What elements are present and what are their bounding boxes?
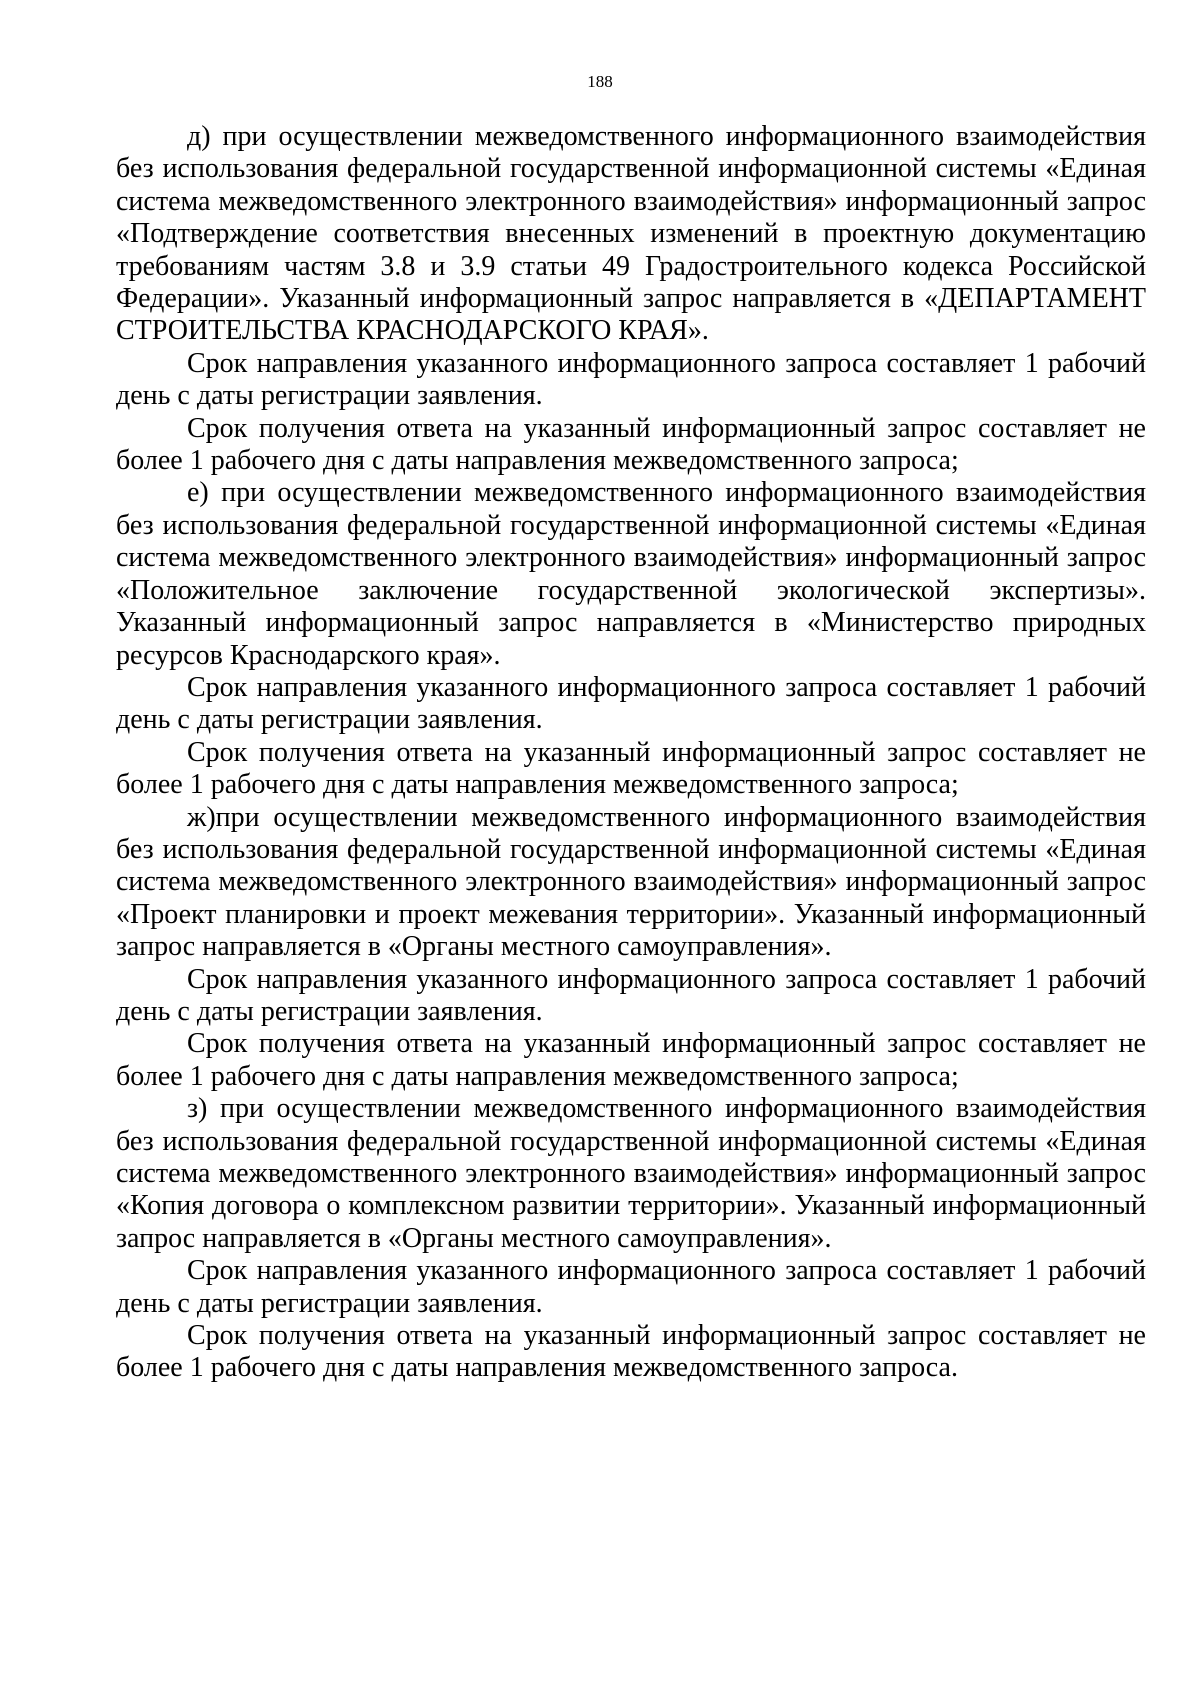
clause-z-response-term: Срок получения ответа на указанный информационный запрос составляет не более 1 рабочего дня с даты направления межведомственного запроса. [116,1320,1146,1384]
clause-d-send-term: Срок направления указанного информационного запроса составляет 1 рабочий день с даты регистрации заявления. [116,347,1146,412]
clause-zh-request: ж)при осуществлении межведомственного информационного взаимодействия без использования федеральной государственной информационной системы «Единая система межведомственного электронного взаимодействия» информационный запрос «Проект планировки и проект межевания территории». Указанный информационный запрос направляется в «Органы местного самоуправления». [116,801,1146,963]
page-number: 188 [587,72,613,91]
clause-e-send-term: Срок направления указанного информационного запроса составляет 1 рабочий день с даты регистрации заявления. [116,671,1146,736]
clause-d-response-term: Срок получения ответа на указанный информационный запрос составляет не более 1 рабочего дня с даты направления межведомственного запроса; [116,412,1146,477]
clause-z-send-term: Срок направления указанного информационного запроса составляет 1 рабочий день с даты регистрации заявления. [116,1255,1146,1319]
clause-e-request: е) при осуществлении межведомственного информационного взаимодействия без использования федеральной государственной информационной системы «Единая система межведомственного электронного взаимодействия» информационный запрос «Положительное заключение государственной экологической экспертизы». Указанный информационный запрос направляется в «Министерство природных ресурсов Краснодарского края». [116,477,1146,671]
clause-zh-send-term: Срок направления указанного информационного запроса составляет 1 рабочий день с даты регистрации заявления. [116,963,1146,1027]
clause-z-request: з) при осуществлении межведомственного информационного взаимодействия без использования федеральной государственной информационной системы «Единая система межведомственного электронного взаимодействия» информационный запрос «Копия договора о комплексном развитии территории». Указанный информационный запрос направляется в «Органы местного самоуправления». [116,1093,1146,1254]
clause-d-request: д) при осуществлении межведомственного информационного взаимодействия без использования федеральной государственной информационной системы «Единая система межведомственного электронного взаимодействия» информационный запрос «Подтверждение соответствия внесенных изменений в проектную документацию требованиям частям 3.8 и 3.9 статьи 49 Градостроительного кодекса Российской Федерации». Указанный информационный запрос направляется в «ДЕПАРТАМЕНТ СТРОИТЕЛЬСТВА КРАСНОДАРСКОГО КРАЯ». [116,121,1146,347]
clause-e-response-term: Срок получения ответа на указанный информационный запрос составляет не более 1 рабочего дня с даты направления межведомственного запроса; [116,736,1146,801]
document-body [116,121,1146,1385]
clause-zh-response-term: Срок получения ответа на указанный информационный запрос составляет не более 1 рабочего дня с даты направления межведомственного запроса; [116,1028,1146,1092]
